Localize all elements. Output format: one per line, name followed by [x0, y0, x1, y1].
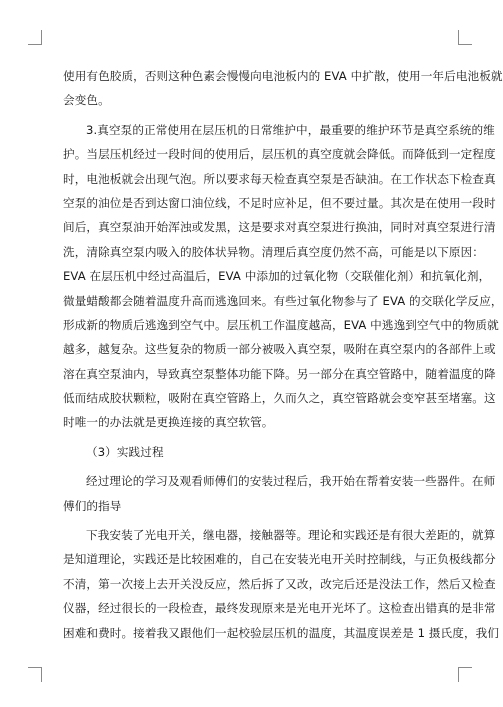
text-line: 间后，真空泵油开始浑浊或发黑，这是要求对真空泵进行换油，同时对真空泵进行清: [63, 220, 496, 235]
crop-mark-top-right-v: [458, 30, 459, 45]
text-line: 不清，第一次接上去开关没反应，然后拆了又改，改完后还是没法工作，然后又检查: [63, 576, 496, 591]
text-line: 是知道理论，实践还是比较困难的，自己在安装光电开关时控制线，与正负极线都分: [63, 552, 496, 567]
crop-mark-bottom-left-h: [28, 667, 42, 668]
body-text: [63, 64, 503, 645]
text-line: 护。当层压机经过一段时间的使用后，层压机的真空度就会降低。而降低到一定程度: [63, 147, 496, 162]
text-line: 傅们的指导: [63, 498, 122, 513]
section-heading: （3）实践过程: [86, 444, 164, 459]
text-line: 形成新的物质后逃逸到空气中。层压机工作温度越高，EVA 中逃逸到空气中的物质就: [63, 317, 499, 332]
crop-mark-bottom-left-v: [41, 667, 42, 682]
text-line: 越多，越复杂。这些复杂的物质一部分被吸入真空泵，吸附在真空泵内的各部件上或: [63, 342, 496, 357]
text-line: 下我安装了光电开关，继电器，接触器等。理论和实践还是有很大差距的，就算: [86, 528, 496, 543]
text-line: 时，电池板就会出现气泡。所以要求每天检查真空泵是否缺油。在工作状态下检查真: [63, 171, 496, 186]
text-line: EVA 在层压机中经过高温后，EVA 中添加的过氧化物（交联催化剂）和抗氧化剂，: [63, 269, 491, 284]
crop-mark-top-right-h: [458, 44, 472, 45]
text-line: 时唯一的办法就是更换连接的真空软管。: [63, 415, 274, 430]
text-line: 困难和费时。接着我又跟他们一起校验层压机的温度，其温度误差是 1 摄氏度，我们: [63, 625, 500, 640]
text-line: 溶在真空泵油内，导致真空泵整体功能下降。另一部分在真空管路中，随着温度的降: [63, 366, 496, 381]
crop-mark-bottom-right-v: [458, 667, 459, 682]
text-line: 仪器，经过很长的一段检查，最终发现原来是光电开光坏了。这检查出错真的是非常: [63, 601, 496, 616]
text-line: 经过理论的学习及观看师傅们的安装过程后，我开始在帮着安装一些器件。在师: [86, 474, 496, 489]
text-line: 洗，清除真空泵内吸入的胶体状异物。清理后真空度仍然不高，可能是以下原因：: [63, 244, 484, 259]
crop-mark-bottom-right-h: [458, 667, 472, 668]
text-line: 微量蜡酸都会随着温度升高而逃逸回来。有些过氧化物参与了 EVA 的交联化学反应，: [63, 293, 503, 308]
text-line: 使用有色胶质，否则这种色素会慢慢向电池板内的 EVA 中扩散，使用一年后电池板就: [63, 69, 503, 83]
text-line: 3.真空泵的正常使用在层压机的日常维护中，最重要的维护环节是真空系统的维: [86, 122, 495, 137]
crop-mark-top-left-v: [41, 30, 42, 45]
text-line: 低而结成胶状颗粒，吸附在真空管路上，久而久之，真空管路就会变窄甚至堵塞。这: [63, 391, 496, 406]
text-line: 会变色。: [63, 93, 110, 108]
crop-mark-top-left-h: [28, 44, 42, 45]
text-line: 空泵的油位是否到达窗口油位线，不足时应补足，但不要过量。其次是在使用一段时: [63, 195, 496, 210]
